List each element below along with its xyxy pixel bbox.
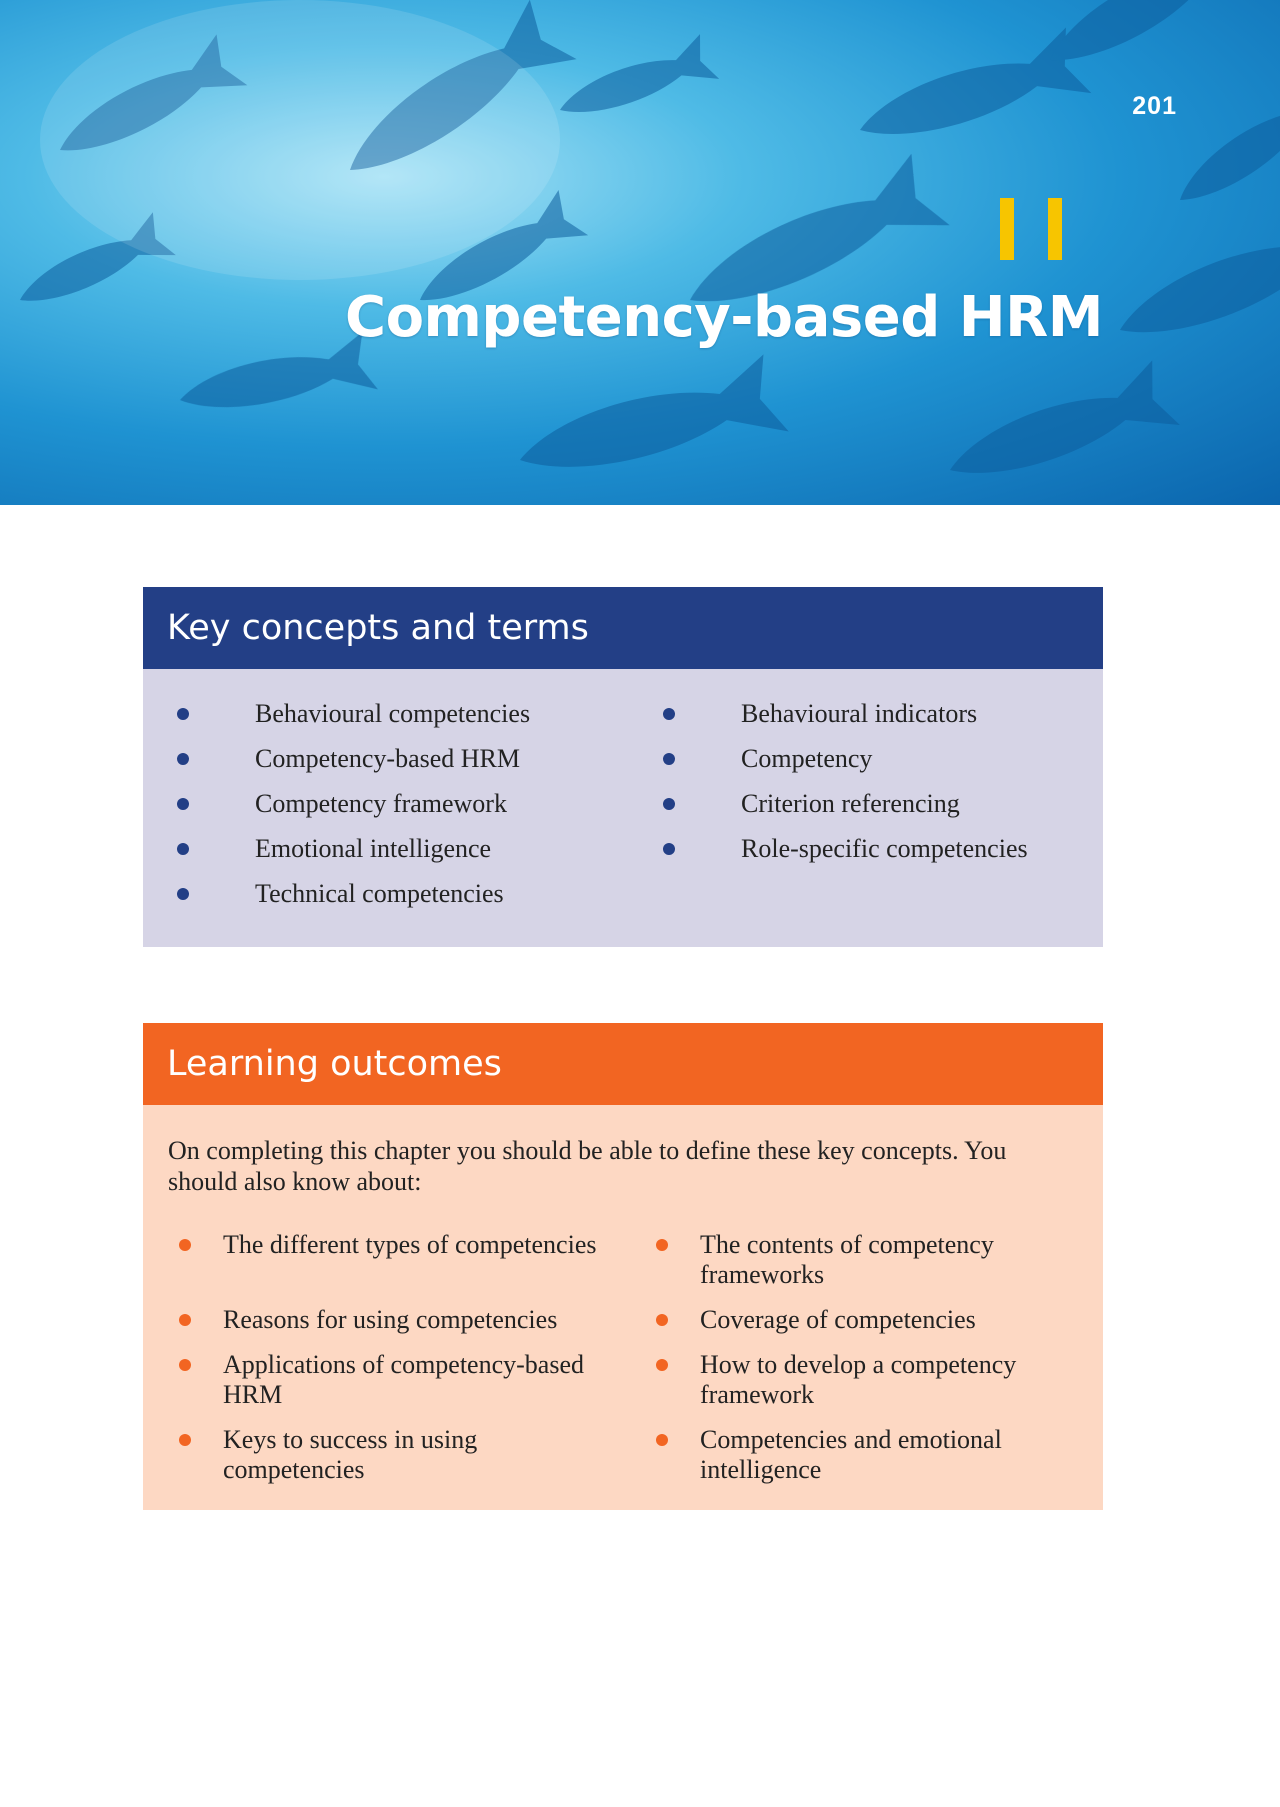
list-item-text: Applications of competency-based HRM: [223, 1350, 584, 1409]
bullet-icon: [179, 1239, 191, 1251]
chapter-number-digit-two: [1048, 198, 1062, 260]
learning-outcomes-intro: On completing this chapter you should be able to define these key concepts. You should also know about:: [168, 1136, 1007, 1196]
list-item-text: Coverage of competencies: [700, 1305, 976, 1334]
list-item: [656, 1350, 1076, 1425]
learning-outcomes-box: [143, 1023, 1103, 1510]
bullet-icon: [656, 1239, 668, 1251]
list-item-text: Behavioural competencies: [255, 699, 531, 728]
bullet-icon: [656, 1434, 668, 1446]
list-item: [177, 879, 617, 924]
list-item-text: Criterion referencing: [741, 789, 960, 818]
list-item: [179, 1305, 599, 1350]
list-item: [663, 789, 1083, 834]
learning-outcomes-list-right: [656, 1230, 1076, 1500]
list-item: [663, 744, 1083, 789]
bullet-icon: [663, 798, 675, 810]
list-item-text: The different types of competencies: [223, 1230, 597, 1259]
list-item: [656, 1305, 1076, 1350]
list-item: [179, 1230, 599, 1305]
list-item-text: Competencies and emotional intelligence: [700, 1425, 1002, 1484]
bullet-icon: [179, 1359, 191, 1371]
chapter-number: [1000, 198, 1090, 260]
chapter-banner: [0, 0, 1280, 505]
list-item: [177, 744, 617, 789]
list-item: [177, 834, 617, 879]
list-item: [656, 1425, 1076, 1500]
bullet-icon: [179, 1434, 191, 1446]
bullet-icon: [663, 753, 675, 765]
list-item-text: Competency framework: [255, 789, 507, 818]
key-concepts-list-right: [663, 699, 1083, 879]
bullet-icon: [656, 1314, 668, 1326]
bullet-icon: [177, 798, 189, 810]
list-item-text: Keys to success in using competencies: [223, 1425, 478, 1484]
list-item: [663, 834, 1083, 879]
list-item-text: Competency: [741, 744, 873, 773]
page-number: 201: [1132, 92, 1177, 120]
list-item-text: Reasons for using competencies: [223, 1305, 558, 1334]
bullet-icon: [177, 843, 189, 855]
list-item-text: Competency-based HRM: [255, 744, 521, 773]
list-item-text: Role-specific competencies: [741, 834, 1028, 863]
chapter-number-digit-one: [1000, 198, 1014, 260]
bullet-icon: [177, 708, 189, 720]
list-item: [177, 699, 617, 744]
list-item-text: Emotional intelligence: [255, 834, 492, 863]
key-concepts-heading: Key concepts and terms: [143, 587, 1103, 669]
list-item: [179, 1350, 599, 1425]
list-item-text: Behavioural indicators: [741, 699, 978, 728]
list-item-text: How to develop a competency framework: [700, 1350, 1017, 1409]
chapter-title: Competency-based HRM: [344, 285, 1103, 350]
list-item-text: The contents of competency frameworks: [700, 1230, 994, 1289]
learning-outcomes-heading: Learning outcomes: [143, 1023, 1103, 1105]
bullet-icon: [177, 753, 189, 765]
list-item: [177, 789, 617, 834]
list-item: [663, 699, 1083, 744]
list-item: [179, 1425, 599, 1500]
list-item: [656, 1230, 1076, 1305]
bullet-icon: [656, 1359, 668, 1371]
learning-outcomes-list-left: [179, 1230, 599, 1500]
list-item-text: Technical competencies: [255, 879, 504, 908]
key-concepts-body: [143, 669, 1103, 947]
key-concepts-list-left: [177, 699, 617, 924]
learning-outcomes-body: [143, 1105, 1103, 1510]
bullet-icon: [177, 888, 189, 900]
bullet-icon: [663, 708, 675, 720]
key-concepts-box: [143, 587, 1103, 947]
bullet-icon: [179, 1314, 191, 1326]
bullet-icon: [663, 843, 675, 855]
